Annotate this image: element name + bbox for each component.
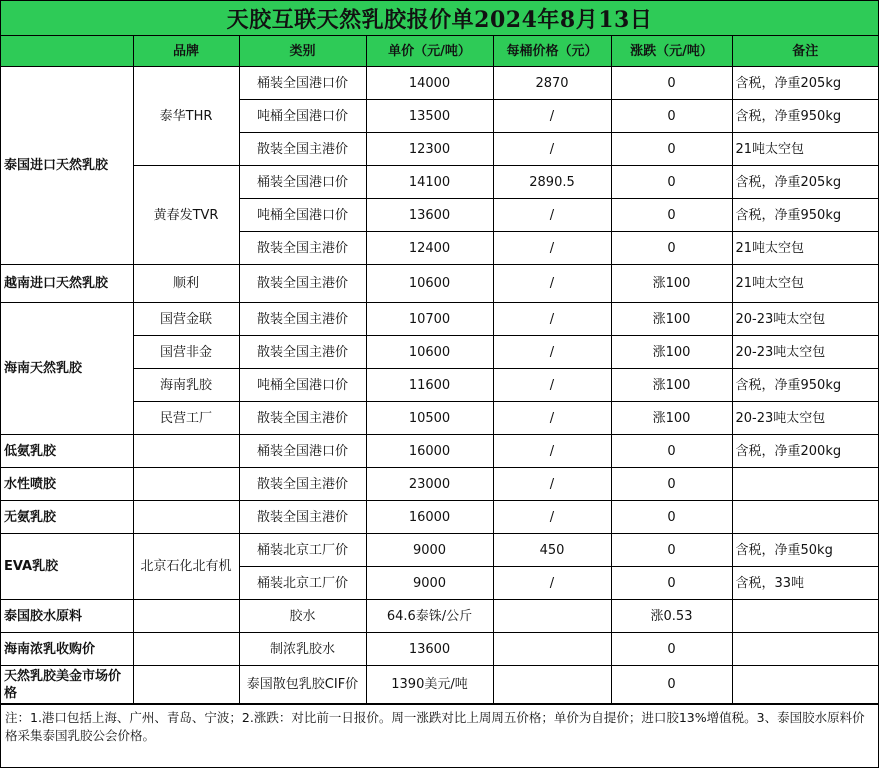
brand-cell: 国营非金 bbox=[133, 336, 239, 369]
barrel-cell: / bbox=[493, 133, 611, 166]
category-cell: 越南进口天然乳胶 bbox=[1, 265, 133, 303]
change-cell: 0 bbox=[611, 567, 732, 600]
barrel-cell bbox=[493, 600, 611, 633]
type-cell: 胶水 bbox=[239, 600, 366, 633]
price-cell: 10500 bbox=[366, 402, 493, 435]
category-cell: 泰国进口天然乳胶 bbox=[1, 67, 133, 265]
price-cell: 23000 bbox=[366, 468, 493, 501]
barrel-cell: / bbox=[493, 100, 611, 133]
remark-cell: 20-23吨太空包 bbox=[732, 402, 878, 435]
brand-cell bbox=[133, 435, 239, 468]
table-row bbox=[1, 265, 878, 303]
header-row bbox=[1, 36, 878, 67]
type-cell: 散装全国主港价 bbox=[239, 336, 366, 369]
price-cell: 9000 bbox=[366, 567, 493, 600]
brand-cell: 泰华THR bbox=[133, 67, 239, 166]
type-cell: 散装全国主港价 bbox=[239, 265, 366, 303]
price-cell: 13500 bbox=[366, 100, 493, 133]
price-cell: 14100 bbox=[366, 166, 493, 199]
type-cell: 制浓乳胶水 bbox=[239, 633, 366, 666]
brand-cell: 顺利 bbox=[133, 265, 239, 303]
remark-cell: 含税，净重50kg bbox=[732, 534, 878, 567]
table-row bbox=[1, 166, 878, 199]
barrel-cell: / bbox=[493, 265, 611, 303]
sheet-title: 天胶互联天然乳胶报价单2024年8月13日 bbox=[1, 1, 878, 36]
type-cell: 散装全国主港价 bbox=[239, 232, 366, 265]
table-row bbox=[1, 501, 878, 534]
table-row bbox=[1, 303, 878, 336]
brand-cell bbox=[133, 501, 239, 534]
change-cell: 涨100 bbox=[611, 303, 732, 336]
barrel-cell: 450 bbox=[493, 534, 611, 567]
price-cell: 10600 bbox=[366, 336, 493, 369]
remark-cell bbox=[732, 468, 878, 501]
change-cell: 0 bbox=[611, 100, 732, 133]
barrel-cell: 2890.5 bbox=[493, 166, 611, 199]
price-cell: 9000 bbox=[366, 534, 493, 567]
brand-cell: 国营金联 bbox=[133, 303, 239, 336]
category-cell: EVA乳胶 bbox=[1, 534, 133, 600]
brand-cell: 海南乳胶 bbox=[133, 369, 239, 402]
remark-cell bbox=[732, 501, 878, 534]
table-row bbox=[1, 369, 878, 402]
type-cell: 散装全国主港价 bbox=[239, 501, 366, 534]
remark-cell bbox=[732, 600, 878, 633]
type-cell: 吨桶全国港口价 bbox=[239, 199, 366, 232]
barrel-cell: / bbox=[493, 199, 611, 232]
table-row bbox=[1, 666, 878, 704]
price-cell: 10600 bbox=[366, 265, 493, 303]
table-row bbox=[1, 67, 878, 100]
table-row bbox=[1, 633, 878, 666]
price-cell: 10700 bbox=[366, 303, 493, 336]
type-cell: 桶装全国港口价 bbox=[239, 435, 366, 468]
change-cell: 涨100 bbox=[611, 402, 732, 435]
type-cell: 吨桶全国港口价 bbox=[239, 369, 366, 402]
brand-cell bbox=[133, 600, 239, 633]
type-cell: 散装全国主港价 bbox=[239, 133, 366, 166]
remark-cell bbox=[732, 633, 878, 666]
barrel-cell: / bbox=[493, 501, 611, 534]
change-cell: 涨100 bbox=[611, 265, 732, 303]
barrel-cell: / bbox=[493, 303, 611, 336]
header-category bbox=[1, 36, 133, 67]
change-cell: 0 bbox=[611, 501, 732, 534]
barrel-cell: / bbox=[493, 336, 611, 369]
type-cell: 散装全国主港价 bbox=[239, 402, 366, 435]
brand-cell bbox=[133, 633, 239, 666]
category-cell: 低氨乳胶 bbox=[1, 435, 133, 468]
barrel-cell bbox=[493, 633, 611, 666]
remark-cell: 含税，净重200kg bbox=[732, 435, 878, 468]
change-cell: 0 bbox=[611, 534, 732, 567]
type-cell: 桶装全国港口价 bbox=[239, 67, 366, 100]
price-cell: 12300 bbox=[366, 133, 493, 166]
brand-cell bbox=[133, 468, 239, 501]
brand-cell bbox=[133, 666, 239, 704]
remark-cell: 含税，净重950kg bbox=[732, 199, 878, 232]
type-cell: 散装全国主港价 bbox=[239, 303, 366, 336]
remark-cell: 21吨太空包 bbox=[732, 133, 878, 166]
header-price: 单价（元/吨） bbox=[366, 36, 493, 67]
price-cell: 12400 bbox=[366, 232, 493, 265]
category-cell: 海南浓乳收购价 bbox=[1, 633, 133, 666]
remark-cell bbox=[732, 666, 878, 704]
price-cell: 11600 bbox=[366, 369, 493, 402]
change-cell: 涨100 bbox=[611, 369, 732, 402]
header-change: 涨跌（元/吨） bbox=[611, 36, 732, 67]
change-cell: 0 bbox=[611, 435, 732, 468]
remark-cell: 21吨太空包 bbox=[732, 232, 878, 265]
table-row bbox=[1, 534, 878, 567]
change-cell: 涨0.53 bbox=[611, 600, 732, 633]
table-row bbox=[1, 402, 878, 435]
table-row bbox=[1, 468, 878, 501]
type-cell: 桶装北京工厂价 bbox=[239, 567, 366, 600]
remark-cell: 20-23吨太空包 bbox=[732, 303, 878, 336]
type-cell: 吨桶全国港口价 bbox=[239, 100, 366, 133]
price-cell: 13600 bbox=[366, 633, 493, 666]
change-cell: 0 bbox=[611, 67, 732, 100]
header-type: 类别 bbox=[239, 36, 366, 67]
category-cell: 无氨乳胶 bbox=[1, 501, 133, 534]
brand-cell: 北京石化北有机 bbox=[133, 534, 239, 600]
price-cell: 14000 bbox=[366, 67, 493, 100]
change-cell: 0 bbox=[611, 633, 732, 666]
header-barrel-price: 每桶价格（元） bbox=[493, 36, 611, 67]
remark-cell: 含税，净重950kg bbox=[732, 369, 878, 402]
barrel-cell: / bbox=[493, 369, 611, 402]
price-cell: 16000 bbox=[366, 501, 493, 534]
price-cell: 1390美元/吨 bbox=[366, 666, 493, 704]
type-cell: 散装全国主港价 bbox=[239, 468, 366, 501]
remark-cell: 21吨太空包 bbox=[732, 265, 878, 303]
category-cell: 泰国胶水原料 bbox=[1, 600, 133, 633]
change-cell: 0 bbox=[611, 468, 732, 501]
price-cell: 13600 bbox=[366, 199, 493, 232]
price-table bbox=[1, 36, 878, 704]
barrel-cell: / bbox=[493, 232, 611, 265]
change-cell: 0 bbox=[611, 133, 732, 166]
barrel-cell: / bbox=[493, 468, 611, 501]
type-cell: 桶装北京工厂价 bbox=[239, 534, 366, 567]
table-row bbox=[1, 600, 878, 633]
remark-cell: 含税，33吨 bbox=[732, 567, 878, 600]
table-row bbox=[1, 336, 878, 369]
category-cell: 天然乳胶美金市场价格 bbox=[1, 666, 133, 704]
footnote: 注：1.港口包括上海、广州、青岛、宁波；2.涨跌：对比前一日报价。周一涨跌对比上周周五价格；单价为自提价；进口胶13%增值税。3、泰国胶水原料价格采集泰国乳胶公会价格。 bbox=[1, 704, 878, 742]
category-cell: 水性喷胶 bbox=[1, 468, 133, 501]
header-remark: 备注 bbox=[732, 36, 878, 67]
price-cell: 64.6泰铢/公斤 bbox=[366, 600, 493, 633]
change-cell: 0 bbox=[611, 199, 732, 232]
brand-cell: 民营工厂 bbox=[133, 402, 239, 435]
remark-cell: 20-23吨太空包 bbox=[732, 336, 878, 369]
barrel-cell: / bbox=[493, 402, 611, 435]
remark-cell: 含税，净重950kg bbox=[732, 100, 878, 133]
change-cell: 涨100 bbox=[611, 336, 732, 369]
barrel-cell: 2870 bbox=[493, 67, 611, 100]
brand-cell: 黄春发TVR bbox=[133, 166, 239, 265]
barrel-cell: / bbox=[493, 567, 611, 600]
change-cell: 0 bbox=[611, 666, 732, 704]
barrel-cell: / bbox=[493, 435, 611, 468]
change-cell: 0 bbox=[611, 166, 732, 199]
barrel-cell bbox=[493, 666, 611, 704]
type-cell: 桶装全国港口价 bbox=[239, 166, 366, 199]
remark-cell: 含税，净重205kg bbox=[732, 67, 878, 100]
type-cell: 泰国散包乳胶CIF价 bbox=[239, 666, 366, 704]
header-brand: 品牌 bbox=[133, 36, 239, 67]
table-row bbox=[1, 435, 878, 468]
remark-cell: 含税，净重205kg bbox=[732, 166, 878, 199]
category-cell: 海南天然乳胶 bbox=[1, 303, 133, 435]
change-cell: 0 bbox=[611, 232, 732, 265]
price-cell: 16000 bbox=[366, 435, 493, 468]
